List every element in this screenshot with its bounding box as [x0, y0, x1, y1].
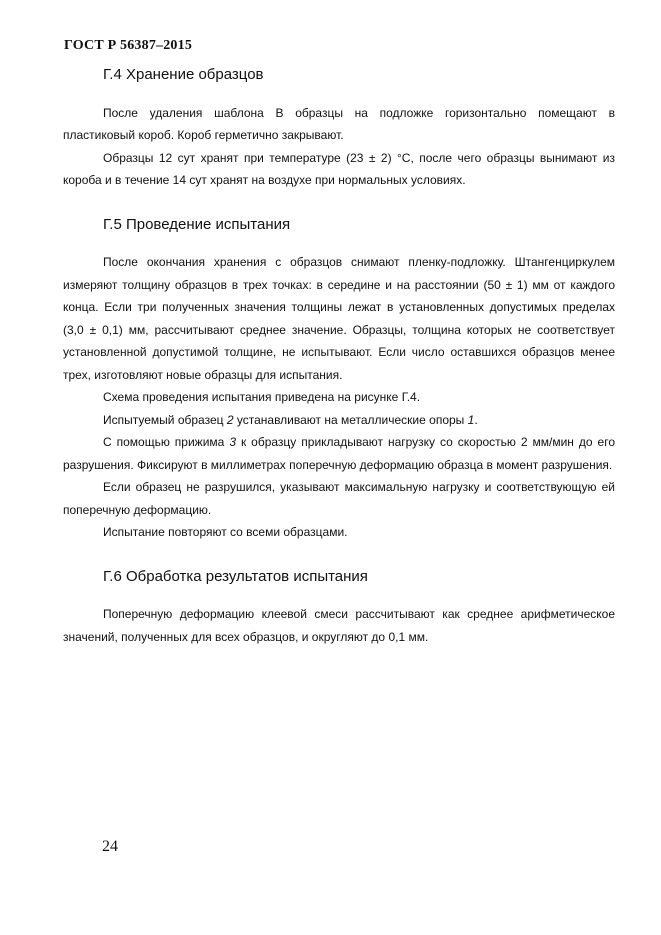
paragraph: Если образец не разрушился, указывают максимальную нагрузку и соответствующую ей поперечную деформацию.	[63, 480, 615, 517]
paragraph: Испытание повторяют со всеми образцами.	[103, 525, 348, 539]
figure-ref-italic: 3	[229, 435, 236, 449]
paragraph: После удаления шаблона В образцы на подложке горизонтально помещают в пластиковый короб. Короб герметично закрывают.	[63, 105, 615, 142]
page-content	[63, 64, 615, 648]
page-number: 24	[102, 838, 118, 855]
paragraph	[63, 431, 615, 476]
paragraph	[63, 409, 615, 432]
document-code: ГОСТ Р 56387–2015	[64, 38, 193, 53]
section-heading-g5: Г.5 Проведение испытания	[103, 215, 291, 233]
paragraph: Образцы 12 сут хранят при температуре (23 ± 2) °С, после чего образцы вынимают из короба и в течение 14 сут хранят на воздухе при нормальных условиях.	[63, 150, 615, 187]
text-run: .	[474, 412, 478, 427]
paragraph: После окончания хранения с образцов снимают пленку-подложку. Штангенциркулем измеряют толщину образцов в трех точках: в середине и на расстоянии (50 ± 1) мм от каждого конца. Если три полученных значения толщины лежат в установленных допустимых пределах (3,0 ± 0,1) мм, рассчитывают среднее значение. Образцы, толщина которых не соответствует установленной допустимой толщине, не испытывают. Если число оставшихся образцов менее трех, изготовляют новые образцы для испытания.	[63, 255, 615, 382]
section-heading-g4: Г.4 Хранение образцов	[103, 66, 264, 83]
paragraph: Схема проведения испытания приведена на рисунке Г.4.	[103, 390, 421, 404]
text-run: Испытуемый образец	[103, 412, 227, 427]
paragraph: Поперечную деформацию клеевой смеси рассчитывают как среднее арифметическое значений, полученных для всех образцов, и округляют до 0,1 мм.	[63, 607, 615, 644]
figure-ref-italic: 2	[226, 412, 234, 427]
text-run: устанавливают на металлические опоры	[233, 412, 468, 427]
figure-ref-italic: 1	[467, 412, 475, 427]
text-run: к образцу прикладывают нагрузку со скоростью 2 мм/мин до его разрушения. Фиксируют в миллиметрах поперечную деформацию образца в момент разрушения.	[63, 435, 615, 472]
text-run: С помощью прижима	[103, 435, 230, 449]
section-heading-g6: Г.6 Обработка результатов испытания	[103, 567, 368, 585]
